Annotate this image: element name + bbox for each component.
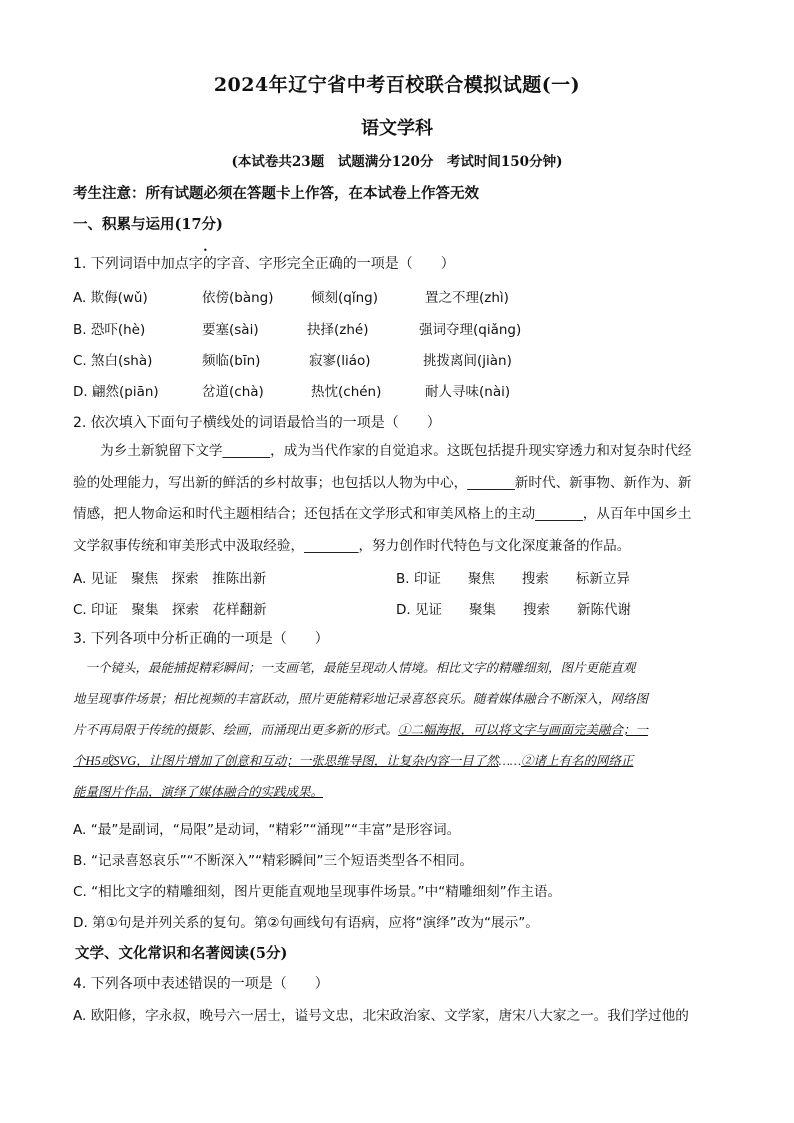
q3-underlined-sentence-1: ①二幅海报，可以将文字与画面完美融合；一 bbox=[398, 723, 649, 737]
q4-option-a: A. 欧阳修，字永叔，晚号六一居士，谥号文忠，北宋政治家、文学家，唐宋八大家之一。我们学过他的 bbox=[73, 1008, 689, 1024]
exam-title: 2024年辽宁省中考百校联合模拟试题(一) bbox=[213, 74, 581, 96]
q1-c-1: C. 煞白(shà) bbox=[73, 353, 153, 369]
q3-option-c: C. “相比文字的精雕细刻，图片更能直观地呈现事件场景。”中“精雕细刻”作主语。 bbox=[73, 884, 562, 900]
section-1-title: 一、积累与运用(17分) bbox=[73, 216, 223, 233]
q2-option-b: B. 印证 聚焦 搜索 标新立异 bbox=[396, 571, 630, 587]
q1-a-3: 倾刻(qǐng) bbox=[311, 290, 378, 306]
section-2-title: 文学、文化常识和名著阅读(5分) bbox=[75, 945, 288, 962]
q2-option-d: D. 见证 聚集 搜索 新陈代谢 bbox=[396, 602, 631, 618]
q1-d-1: D. 翩然(piān) bbox=[73, 384, 159, 400]
q3-passage-line bbox=[73, 777, 718, 808]
q1-c-4: 挑拨离间(jiàn) bbox=[423, 353, 512, 369]
q1-d-3: 热忱(chén) bbox=[311, 384, 382, 400]
q3-underlined-sentence-1-cont: 个H5或SVG，让图片增加了创意和互动；一张思维导图，让复杂内容一目了然 bbox=[73, 754, 499, 768]
q1-b-3: 抉择(zhé) bbox=[307, 322, 369, 338]
q1-b-4: 强词夺理(qiǎng) bbox=[419, 322, 522, 338]
emphasis-dot: • bbox=[203, 246, 208, 255]
q1-d-4: 耐人寻味(nài) bbox=[425, 384, 511, 400]
q1-b-2: 要塞(sài) bbox=[202, 322, 259, 338]
q3-option-a: A. “最”是副词，“局限”是动词，“精彩”“涌现”“丰富”是形容词。 bbox=[73, 822, 461, 838]
q3-passage-text: 片不再局限于传统的摄影、绘画，而涌现出更多新的形式。 bbox=[73, 723, 399, 737]
subject-title: 语文学科 bbox=[361, 118, 433, 139]
q1-a-1: A. 欺侮(wǔ) bbox=[73, 290, 148, 306]
q3-underlined-sentence-2-cont: 能量图片作品，演绎了媒体融合的实践成果。 bbox=[73, 785, 324, 799]
q2-passage-line: 情感，把人物命运和时代主题相结合；还包括在文学形式和审美风格上的主动_______，从百年中国乡土 bbox=[73, 506, 692, 522]
q2-passage-line: 验的处理能力，写出新的鲜活的乡村故事；也包括以人物为中心，_______新时代、新事物、新作为、新 bbox=[73, 474, 692, 491]
q3-passage bbox=[73, 653, 718, 808]
q2-passage-line: 文学叙事传统和审美形式中汲取经验，________，努力创作时代特色与文化深度兼备的作品。 bbox=[73, 537, 631, 554]
q1-c-2: 频临(bīn) bbox=[202, 353, 261, 369]
q1-a-2: 依傍(bàng) bbox=[202, 290, 274, 306]
q3-option-b: B. “记录喜怒哀乐”“不断深入”“精彩瞬间”三个短语类型各不相同。 bbox=[73, 853, 474, 869]
q1-d-2: 岔道(chà) bbox=[202, 384, 264, 400]
q3-passage-line bbox=[73, 746, 718, 777]
q3-passage-line: 地呈现事件场景；相比视频的丰富跃动，照片更能精彩地记录喜怒哀乐。随着媒体融合不断深入，网络图 bbox=[73, 692, 649, 706]
q1-a-4: 置之不理(zhì) bbox=[425, 290, 509, 306]
q1-b-1: B. 恐吓(hè) bbox=[73, 322, 146, 338]
q3-passage-line: 一个镜头，最能捕捉精彩瞬间；一支画笔，最能呈现动人情境。相比文字的精雕细刻，图片更能直观 bbox=[73, 661, 636, 675]
q2-option-c: C. 印证 聚集 探索 花样翻新 bbox=[73, 602, 267, 618]
q2-passage-line: 为乡土新貌留下文学_______，成为当代作家的自觉追求。这既包括提升现实穿透力和对复杂时代经 bbox=[73, 443, 692, 459]
q1-c-3: 寂寥(liáo) bbox=[309, 353, 371, 369]
exam-meta: (本试卷共23题 试题满分120分 考试时间150分钟) bbox=[231, 154, 563, 170]
q3-stem: 3. 下列各项中分析正确的一项是（ ） bbox=[73, 631, 329, 647]
q2-stem: 2. 依次填入下面句子横线处的词语最恰当的一项是（ ） bbox=[73, 415, 441, 431]
q1-stem: 1. 下列词语中加点字的字音、字形完全正确的一项是（ ） bbox=[73, 256, 455, 272]
q2-option-a: A. 见证 聚焦 探索 推陈出新 bbox=[73, 571, 267, 587]
q3-underlined-sentence-2: ②诸上有名的网络正 bbox=[520, 754, 634, 768]
q4-stem: 4. 下列各项中表述错误的一项是（ ） bbox=[73, 976, 329, 992]
q3-ellipsis: …… bbox=[498, 754, 521, 768]
q3-passage-line bbox=[73, 715, 718, 746]
q2-passage bbox=[73, 436, 718, 562]
exam-notice: 考生注意：所有试题必须在答题卡上作答，在本试卷上作答无效 bbox=[73, 185, 479, 202]
q3-option-d: D. 第①句是并列关系的复句。第②句画线句有语病，应将“演绎”改为“展示”。 bbox=[73, 915, 539, 931]
